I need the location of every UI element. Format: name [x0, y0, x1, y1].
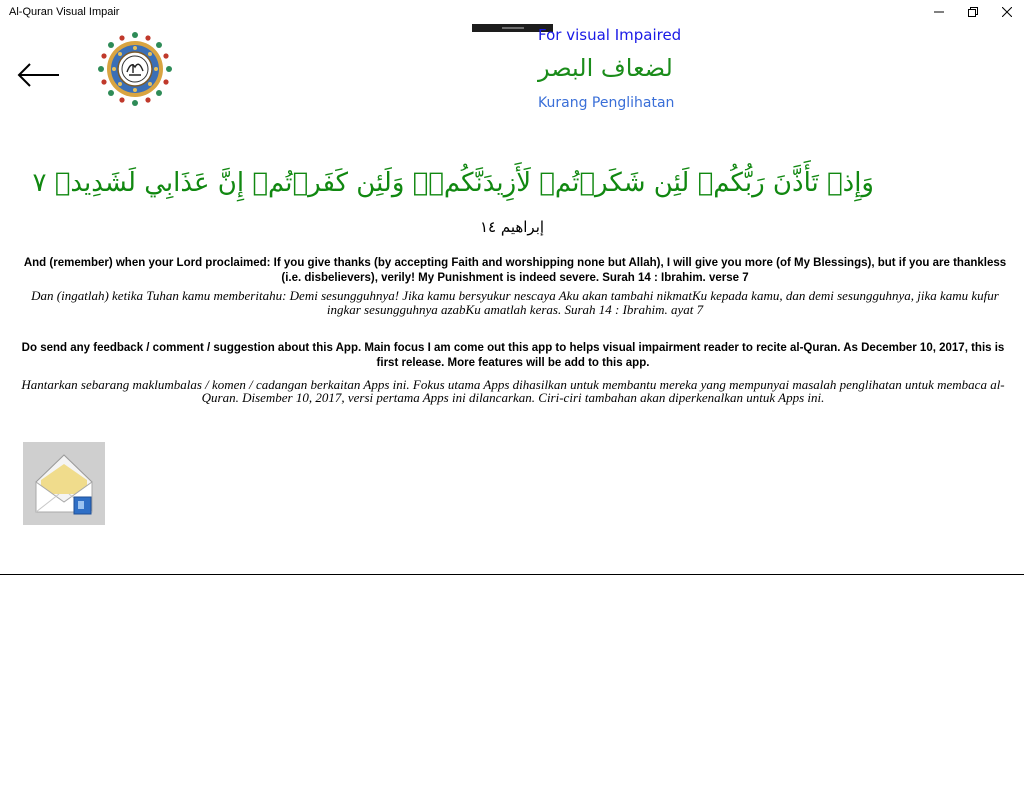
close-icon [1002, 7, 1012, 17]
restore-icon [968, 7, 978, 17]
send-feedback-button[interactable] [23, 442, 105, 525]
verse-translation-english: And (remember) when your Lord proclaimed: If you give thanks (by accepting Faith and worshipping none but Allah), I will give you more (of My Blessings), but if you are thankless (i.e. disbelievers), verily! My Punishment is indeed severe. Surah 14 : Ibrahim. verse 7 [23, 257, 1007, 284]
minimize-icon [934, 7, 944, 17]
verse-translation-malay: Dan (ingatlah) ketika Tuhan kamu memberitahu: Demi sesungguhnya! Jika kamu bersyukur nescaya Aku akan tambahi nikmatKu kepada kamu, dan demi sesungguhnya, jika kamu kufur ingkar sesungguhnya azabKu amatlah keras. Surah 14 : Ibrahim. ayat 7 [31, 288, 999, 317]
app-title: Al-Quran Visual Impair [9, 6, 120, 18]
drag-grip [502, 27, 524, 29]
verse-arabic-text: وَإِذۡ تَأَذَّنَ رَبُّكُمۡ لَئِن شَكَرۡتُمۡ لَأَزِيدَنَّكُمۡۖ وَلَئِن كَفَرۡتُمۡ إِنَّ عَذَابِي لَشَدِيدٞ ٧ [32, 168, 874, 198]
feedback-text-malay: Hantarkan sebarang maklumbalas / komen / cadangan berkaitan Apps ini. Fokus utama Apps dihasilkan untuk membantu mereka yang mempunyai masalah penglihatan untuk membaca al-Quran. Disember 10, 2017, versi pertama Apps ini dilancarkan. Ciri-ciri tambahan akan diperkenalkan untuk Apps ini. [21, 377, 1005, 405]
divider-line [0, 574, 1024, 575]
header-arabic-title: لضعاف البصر [538, 54, 673, 82]
mail-envelope-icon [23, 442, 105, 525]
close-button[interactable] [984, 0, 1024, 24]
title-bar [0, 0, 1024, 24]
back-arrow-icon [14, 60, 62, 90]
surah-name-arabic: إبراهيم ١٤ [479, 218, 545, 236]
feedback-text-english: Do send any feedback / comment / suggestion about this App. Main focus I am come out this app to helps visual impairment reader to recite al-Quran. As December 10, 2017, this is first release. More features will be add to this app. [21, 342, 1005, 369]
back-button[interactable] [14, 60, 62, 90]
header-malay-title: Kurang Penglihatan [538, 95, 675, 111]
quran-emblem-icon [97, 31, 173, 107]
header-english-title: For visual Impaired [538, 26, 682, 44]
